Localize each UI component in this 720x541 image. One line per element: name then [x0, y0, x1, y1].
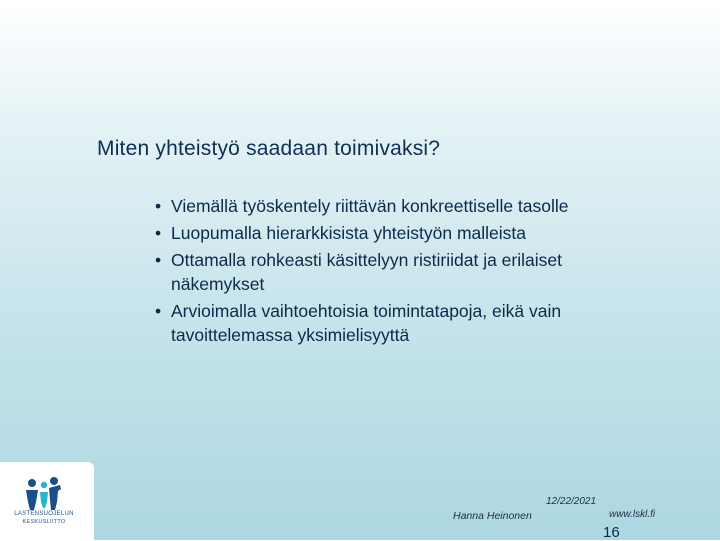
bullet-item — [155, 299, 645, 347]
bullet-text: Arvioimalla vaihtoehtoisia toimintatapoja, eikä vain tavoittelemassa yksimielisyyttä — [171, 301, 562, 345]
bullet-icon: • — [155, 223, 162, 243]
slide-heading: Miten yhteistyö saadaan toimivaksi? — [97, 137, 441, 160]
bullet-text: Viemällä työskentely riittävän konkreettiselle tasolle — [171, 196, 569, 216]
bullet-list — [155, 194, 645, 350]
bullet-text: Luopumalla hierarkkisista yhteistyön malleista — [171, 223, 527, 243]
bullet-item — [155, 221, 645, 245]
logo-text-line1: LASTENSUOJELUN — [14, 511, 74, 517]
footer-url: www.lskl.fi — [609, 509, 656, 520]
bullet-item — [155, 248, 645, 296]
page-number: 16 — [603, 524, 620, 541]
footer-date: 12/22/2021 — [546, 496, 597, 507]
bullet-icon: • — [155, 250, 162, 270]
bullet-text: Ottamalla rohkeasti käsittelyyn ristiriidat ja erilaiset näkemykset — [171, 250, 562, 294]
bullet-item — [155, 194, 645, 218]
bullet-icon: • — [155, 301, 162, 321]
logo-text-line2: KESKUSLIITTO — [22, 519, 66, 525]
footer-author: Hanna Heinonen — [453, 510, 532, 522]
bullet-icon: • — [155, 196, 162, 216]
people-logo-icon — [23, 476, 63, 510]
